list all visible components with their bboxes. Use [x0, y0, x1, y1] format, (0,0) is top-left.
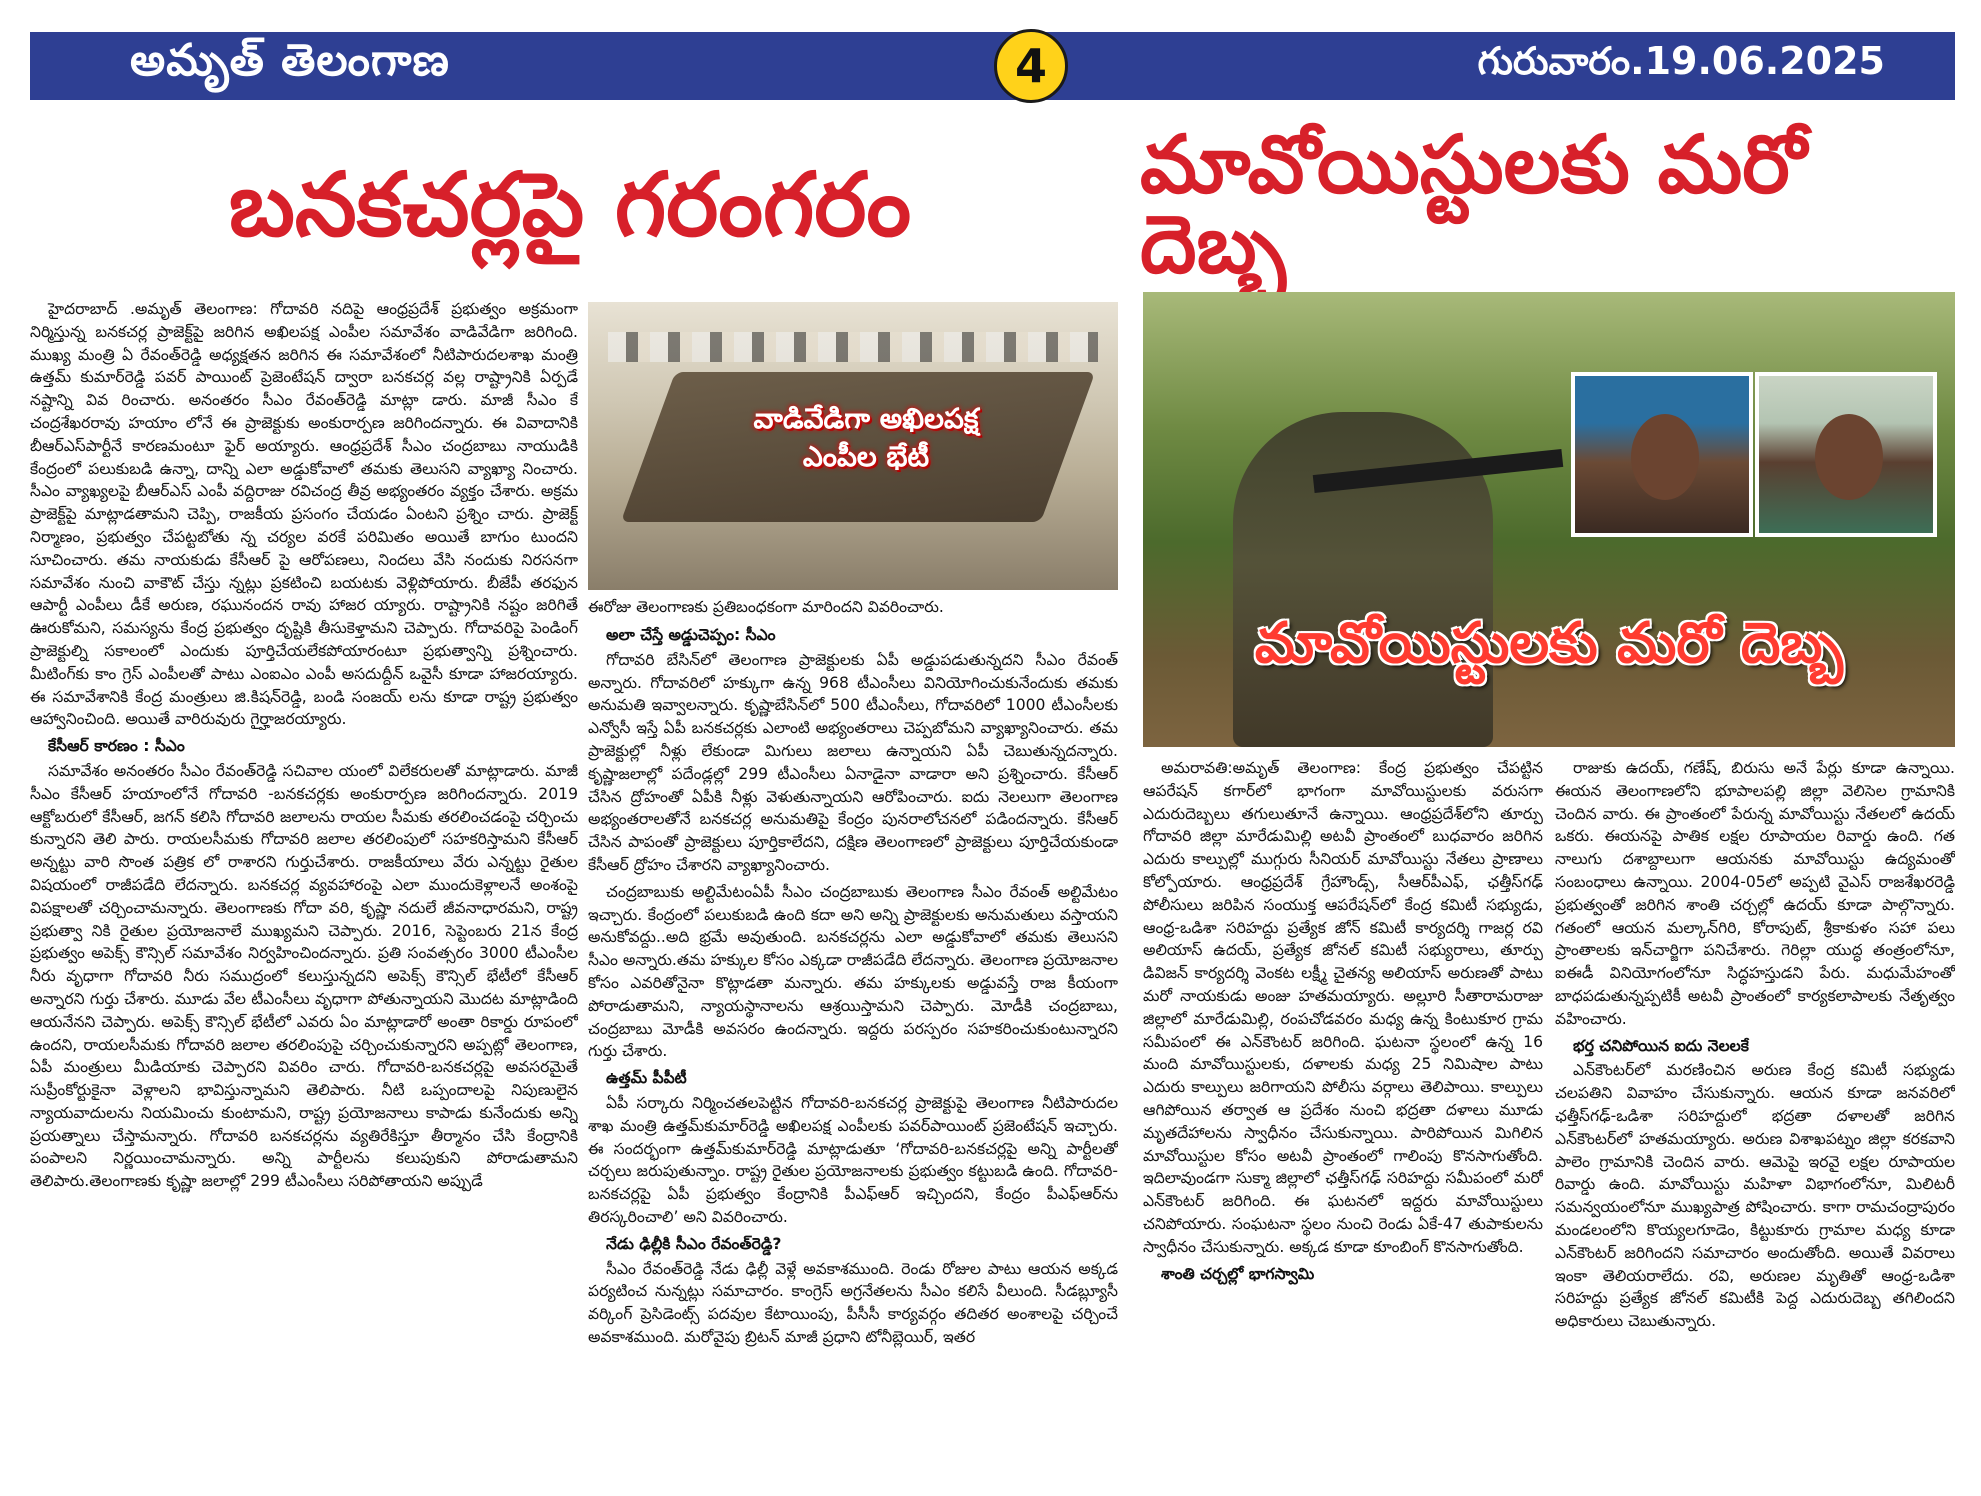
issue-date: గురువారం.19.06.2025 [1477, 39, 1885, 83]
article-left-column-2 [588, 622, 1118, 1496]
article-paragraph: ఎన్‌కౌంటర్‌లో మరణించిన అరుణ కేంద్ర కమిటీ సభ్యుడు చలపతిని వివాహం చేసుకున్నారు. ఆయన కూడా జనవరిలో ఛత్తీస్‌గఢ్-ఒడిశా సరిహద్దులో భద్రతా దళాలతో జరిగిన ఎన్‌కౌంటర్‌లో హతమయ్యారు. అరుణ విశాఖపట్నం జిల్లా కరకవాని పాలెం గ్రామానికి చెందిన వారు. ఆమెపై ఇరవై లక్షల రూపాయల రివార్డు ఉంది. మావోయిస్టు మహిళా విభాగంలోనూ, మిలిటరీ సమన్వయంలోనూ ముఖ్యపాత్ర పోషించారు. కాగా రామచంద్రాపురం మండలంలోని కొయ్యలగూడెం, కిట్టుకూరు గ్రామాల మధ్య కూడా ఎన్‌కౌంటర్ జరిగిందని సమాచారం అందుతోంది. అయితే వివరాలు ఇంకా తెలియరాలేదు. రవి, అరుణల మృతితో ఆంధ్ర-ఒడిశా సరిహద్దు ప్రత్యేక జోనల్ కమిటీకి పెద్ద ఎదురుదెబ్బ తగిలిందని అధికారులు చెబుతున్నారు. [1555, 1061, 1955, 1331]
article-subheading: అలా చేస్తే అడ్డుచెప్పం: సీఎం [606, 626, 776, 644]
meeting-photo-caption: వాడివేడిగా అఖిలపక్ష ఎంపీల భేటీ [753, 402, 979, 473]
article-right-column-1 [1143, 757, 1543, 1496]
portrait-man [1571, 372, 1753, 537]
article-paragraph: సీఎం రేవంత్‌రెడ్డి నేడు ఢిల్లీ వెళ్లే అవకాశముంది. రెండు రోజుల పాటు ఆయన అక్కడ పర్యటించ నున్నట్లు సమాచారం. కాంగ్రెస్ అగ్రనేతలను సీఎం కలిసే వీలుంది. సీడబ్ల్యూసీ వర్కింగ్ ప్రెసిడెంట్స్ పదవుల కేటాయింపు, పీసీసీ కార్యవర్గం తదితర అంశాలపై చర్చించే అవకాశముంది. మరోవైపు బ్రిటన్ మాజీ ప్రధాని టోనీబ్లెయిర్, ఇతర [588, 1259, 1118, 1346]
article-subheading: కేసీఆర్ కారణం : సీఎం [48, 737, 185, 756]
article-subheading: శాంతి చర్చల్లో భాగస్వామి [1161, 1264, 1315, 1283]
article-paragraph: ఏపీ సర్కారు నిర్మించతలపెట్టిన గోదావరి-బనకచర్ల ప్రాజెక్టుపై తెలంగాణ నీటిపారుదల శాఖ మంత్రి ఉత్తమ్‌కుమార్‌రెడ్డి అఖిలపక్ష ఎంపీలకు పవర్‌పాయింట్ ప్రజెంటేషన్ ఇచ్చారు. ఈ సందర్భంగా ఉత్తమ్‌కుమార్‌రెడ్డి మాట్లాడుతూ ‘గోదావరి-బనకచర్లపై అన్ని పార్టీలతో చర్చలు జరుపుతున్నాం. రాష్ట్ర రైతుల ప్రయోజనాలకు ప్రభుత్వం కట్టుబడి ఉంది. గోదావరి-బనకచర్లపై ఏపీ ప్రభుత్వం కేంద్రానికి పీఎఫ్ఆర్ ఇచ్చిందని, కేంద్రం పీఎఫ్ఆర్‌ను తిరస్కరించాలి’ అని వివరించారు. [588, 1093, 1118, 1226]
article-paragraph: రాజుకు ఉదయ్, గణేష్, బిరుసు అనే పేర్లు కూడా ఉన్నాయి. ఈయన తెలంగాణలోని భూపాలపల్లి జిల్లా వెలిసెల గ్రామానికి చెందిన వారు. ఈ ప్రాంతంలో పేరున్న మావోయిస్టు నేతలలో ఉదయ్ ఒకరు. ఈయనపై పాతిక లక్షల రూపాయల రివార్డు ఉంది. గత నాలుగు దశాబ్దాలుగా ఆయనకు మావోయిస్టు ఉద్యమంతో సంబంధాలు ఉన్నాయి. 2004-05లో అప్పటి వైఎస్ రాజశేఖరరెడ్డి ప్రభుత్వంతో జరిగిన శాంతి చర్చల్లో ఉదయ్ కూడా పాల్గొన్నారు. గతంలో ఆయన మల్కాన్‌గిరి, కోరాపుట్, శ్రీకాకుళం సహా పలు ప్రాంతాలకు ఇన్‌చార్జిగా పనిచేశారు. గెరిల్లా యుద్ధ తంత్రంలోనూ, ఐఈడీ వినియోగంలోనూ సిద్ధహస్తుడని పేరు. మధుమేహంతో బాధపడుతున్నప్పటికీ అటవీ ప్రాంతంలో కార్యకలాపాలకు నేతృత్వం వహించారు. [1555, 759, 1955, 1028]
forest-photo-caption: మావోయిస్టులకు మరో దెబ్బ [1254, 611, 1844, 676]
article-subheading: భర్త చనిపోయిన ఐదు నెలలకే [1573, 1036, 1749, 1055]
photo-people-row [608, 332, 1098, 362]
portrait-woman-face [1815, 414, 1883, 500]
article-left-column-1 [30, 298, 578, 1496]
article-subheading: ఉత్తమ్ పీపీటీ [606, 1069, 687, 1088]
portrait-woman [1755, 372, 1937, 537]
headline-right: మావోయిస్టులకు మరో దెబ్బ [1140, 118, 1807, 291]
article-paragraph: అమరావతి:అమృత్ తెలంగాణ: కేంద్ర ప్రభుత్వం చేపట్టిన ఆపరేషన్ కగార్‌లో భాగంగా మావోయిస్టులకు వరుసగా ఎదురుదెబ్బలు తగులుతూనే ఉన్నాయి. ఆంధ్రప్రదేశ్‌లోని తూర్పు గోదావరి జిల్లా మారేడుమిల్లి అటవీ ప్రాంతంలో బుధవారం జరిగిన ఎదురు కాల్పుల్లో ముగ్గురు సీనియర్ మావోయిస్టు నేతలు ప్రాణాలు కోల్పోయారు. ఆంధ్రప్రదేశ్ గ్రేహౌండ్స్, సీఆర్‌పీఎఫ్, ఛత్తీస్‌గఢ్ పోలీసులు జరిపిన సంయుక్త ఆపరేషన్‌లో కేంద్ర కమిటీ సభ్యుడు, ఆంధ్ర-ఒడిశా సరిహద్దు ప్రత్యేక జోన్ కమిటీ కార్యదర్శి గాజర్ల రవి అలియాస్ ఉదయ్, ప్రత్యేక జోనల్ కమిటీ సభ్యురాలు, తూర్పు డివిజన్ కార్యదర్శి వెంకట లక్ష్మీ చైతన్య అలియాస్ అరుణతో పాటు మరో నాయకుడు అంజు హతమయ్యారు. అల్లూరి సీతారామరాజు జిల్లాలో మారేడుమిల్లి, రంపచోడవరం మధ్య ఉన్న కింటుకూర గ్రామ సమీపంలో ఈ ఎన్‌కౌంటర్ జరిగింది. ఘటనా స్థలంలో ఉన్న 16 మంది మావోయిస్టులకు, దళాలకు మధ్య 25 నిమిషాల పాటు ఎదురు కాల్పులు జరిగాయని పోలీసు వర్గాలు తెలిపాయి. కాల్పులు ఆగిపోయిన తర్వాత ఆ ప్రదేశం నుంచి భద్రతా దళాలు మూడు మృతదేహాలను స్వాధీనం చేసుకున్నాయి. పారిపోయిన మిగిలిన మావోయిస్టుల కోసం అటవీ ప్రాంతంలో గాలింపు కొనసాగుతోంది. ఇదిలావుండగా సుక్మా జిల్లాలో ఛత్తీస్‌గఢ్ సరిహద్దు సమీపంలో మరో ఎన్‌కౌంటర్ జరిగింది. ఈ ఘటనలో ఇద్దరు మావోయిస్టులు చనిపోయారు. సంఘటనా స్థలం నుంచి రెండు ఏకే-47 తుపాకులను స్వాధీనం చేసుకున్నారు. అక్కడ కూడా కూంబింగ్ కొనసాగుతోంది. [1143, 759, 1543, 1256]
article-subheading: నేడు ఢిల్లీకి సీఎం రేవంత్‌రెడ్డి? [606, 1234, 782, 1253]
meeting-photo [588, 302, 1118, 590]
meeting-photo-note: ఈరోజు తెలంగాణకు ప్రతిబంధకంగా మారిందని వివరించారు. [588, 598, 944, 616]
portrait-man-face [1631, 414, 1699, 500]
article-paragraph: హైదరాబాద్ .అమృత్ తెలంగాణ: గోదావరి నదిపై ఆంధ్రప్రదేశ్ ప్రభుత్వం అక్రమంగా నిర్మిస్తున్న బనకచర్ల ప్రాజెక్ట్‌పై జరిగిన అఖిలపక్ష ఎంపీల సమావేశం వాడివేడిగా జరిగింది. ముఖ్య మంత్రి ఏ రేవంత్‌రెడ్డి అధ్యక్షతన జరిగిన ఈ సమావేశంలో నీటిపారుదలశాఖ మంత్రి ఉత్తమ్ కుమార్‌రెడ్డి పవర్ పాయింట్ ప్రెజెంటేషన్ ద్వారా బనకచర్ల వల్ల రాష్ట్రానికి ఏర్పడే నష్టాన్ని వివ రించారు. అనంతరం సీఎం రేవంత్‌రెడ్డి మాట్లా డారు. మాజీ సీఎం కే చంద్రశేఖరరావు హయాం లోనే ఈ ప్రాజెక్టుకు అంకురార్పణ జరిగిందన్నారు. ఈ వివాదానికి బీఆర్ఎస్‌పార్టీనే కారణమంటూ ఫైర్ అయ్యారు. ఆంధ్రప్రదేశ్ సీఎం చంద్రబాబు నాయుడికి కేంద్రంలో పలుకుబడి ఉన్నా, దాన్ని ఎలా అడ్డుకోవాలో తమకు తెలుసని వ్యాఖ్యా నించారు. సీఎం వ్యాఖ్యలపై బీఆర్ఎస్ ఎంపీ వద్దిరాజు రవిచంద్ర తీవ్ర అభ్యంతరం వ్యక్తం చేశారు. అక్రమ ప్రాజెక్ట్‌పై మాట్లాడతామని చెప్పి, రాజకీయ ప్రసంగం చేయడం ఏంటని ప్రశ్నిం చారు. ప్రాజెక్ట్ నిర్మాణం, ప్రభుత్వం చేపట్టబోతు న్న చర్యల వరకే పరిమితం అయితే బాగుం టుందని సూచించారు. తమ నాయకుడు కేసీఆర్ పై ఆరోపణలు, నిందలు వేసి నందుకు నిరసనగా సమావేశం నుంచి వాకౌట్ చేస్తు న్నట్లు ప్రకటించి బయటకు వెళ్లిపోయారు. బీజేపీ తరఫున ఆపార్టీ ఎంపీలు డీకే అరుణ, రఘునందన రావు హాజర య్యారు. రాష్ట్రానికి నష్టం జరిగితే ఊరుకోమని, సమస్యను కేంద్ర ప్రభుత్వం దృష్టికి తీసుకెళ్తామని చెప్పారు. గోదావరిపై పెండింగ్ ప్రాజెక్టుల్ని సకాలంలో ఎందుకు పూర్తిచేయలేకపోయారంటూ ప్రభుత్వాన్ని ప్రశ్నించారు. మీటింగ్‌కు కాం గ్రెస్ ఎంపీలతో పాటు ఎంఐఎం ఎంపీ అసదుద్దీన్ ఒవైసీ కూడా హాజరయ్యారు. ఈ సమావేశానికి కేంద్ర మంత్రులు జి.కిషన్‌రెడ్డి, బండి సంజయ్‌ లను కూడా రాష్ట్ర ప్రభుత్వం ఆహ్వానించింది. అయితే వారిరువురు గైర్హాజరయ్యారు. [30, 300, 578, 729]
article-paragraph: చంద్రబాబుకు అల్టిమేటంఏపీ సీఎం చంద్రబాబుకు తెలంగాణ సీఎం రేవంత్ అల్టిమేటం ఇచ్చారు. కేంద్రంలో పలుకుబడి ఉంది కదా అని అన్ని ప్రాజెక్టులకు అనుమతులు వస్తాయని అనుకోవద్దు..అది భ్రమే అవుతుంది. బనకచర్లను ఎలా అడ్డుకోవాలో తమకు తెలుసని సీఎం అన్నారు.తమ హక్కుల కోసం ఎక్కడా రాజీపడేది లేదన్నారు. తెలంగాణ ప్రయోజనాల కోసం ఎవరితోనైనా కొట్లాడతా మన్నారు. తమ హక్కులకు అడ్డువస్తే రాజ కీయంగా పోరాడుతామని, న్యాయస్థానాలను ఆశ్రయిస్తామని చెప్పారు. మోడీకి చంద్రబాబు, చంద్రబాబు మోడీకి అవసరం ఉందన్నారు. ఇద్దరు పరస్పరం సహకరించుకుంటున్నారని గుర్తు చేశారు. [588, 882, 1118, 1061]
newspaper-brand: అమృత్ తెలంగాణ [130, 35, 450, 86]
article-paragraph: సమావేశం అనంతరం సీఎం రేవంత్‌రెడ్డి సచివాల యంలో విలేకరులతో మాట్లాడారు. మాజీ సీఎం కేసీఆర్ హయాంలోనే గోదావరి -బనకచర్లకు అంకురార్పణ జరిగిందన్నారు. 2019 ఆక్టోబరులో కేసీఆర్, జగన్ కలిసి గోదావరి జలాలను రాయల సీమకు తరలించడంపై చర్చించు కున్నారని తెలి పారు. రాయలసీమకు గోదావరి జలాల తరలింపులో సహకరిస్తామని కేసీఆర్ అన్నట్టు వారి సొంత పత్రిక లో రాశారని గుర్తుచేశారు. రాజకీయాలు వేరు ఎన్నట్టు రైతుల విషయంలో రాజీపడేది లేదన్నారు. బనకచర్ల వ్యవహారంపై ఎలా ముందుకెళ్లాలనే అంశంపై విపక్షాలతో చర్చించామన్నారు. తెలంగాణకు గోదా వరి, కృష్ణా నదులే జీవనాధారమని, రాష్ట్ర ప్రభుత్వా నికి రైతుల ప్రయోజనాలే ముఖ్యమని చెప్పారు. 2016, సెప్టెంబరు 21న కేంద్ర ప్రభుత్వం అపెక్స్ కౌన్సిల్ సమావేశం నిర్వహించిందన్నారు. ప్రతి సంవత్సరం 3000 టీఎంసీల నీరు వృధాగా గోదావరి నీరు సముద్రంలో కలుస్తున్నదని అపెక్స్ కౌన్సిల్ భేటీలో కేసీఆర్ అన్నారని గుర్తు చేశారు. మూడు వేల టీఎంసీలు వృధాగా పోతున్నాయని మొదట మాట్లాడింది ఆయనేనని చెప్పారు. అపెక్స్ కౌన్సిల్ భేటీలో ఎవరు ఏం మాట్లాడారో అంతా రికార్డు రూపంలో ఉందని, రాయలసీమకు గోదావరి జలాల తరలింపుపై చర్చించుకున్నారని అప్పట్లో తెలంగాణ, ఏపీ మంత్రులు మీడియాకు చెప్పారని వివరిం చారు. గోదావరి-బనకచర్లపై అవసరమైతే సుప్రీంకోర్టుకైనా వెళ్లాలని భావిస్తున్నామని తెలిపారు. నీటి ఒప్పందాలపై నిపుణులైన న్యాయవాదులను నియమించు కుంటామని, రాష్ట్ర ప్రయోజనాలు కాపాడు కునేందుకు అన్ని ప్రయత్నాలు చేస్తామన్నారు. గోదావరి బనకచర్లను వ్యతిరేకిస్తూ తీర్మానం చేసి కేంద్రానికి పంపాలని నిర్ణయించామన్నారు. అన్ని పార్టీలను కలుపుకుని పోరాడుతామని తెలిపారు.తెలంగాణకు కృష్ణా జలాల్లో 299 టీఎంసీలు సరిపోతాయని అప్పుడే [30, 761, 578, 1191]
page-number-badge: 4 [994, 29, 1068, 103]
article-right-column-2 [1555, 757, 1955, 1496]
forest-photo [1143, 292, 1955, 747]
headline-left: బనకచర్లపై గరంగరం [228, 153, 912, 256]
masthead-bar [30, 32, 1955, 100]
article-paragraph: గోదావరి బేసిన్‌లో తెలంగాణ ప్రాజెక్టులకు ఏపీ అడ్డుపడుతున్నదని సీఎం రేవంత్ అన్నారు. గోదావరిలో హక్కుగా ఉన్న 968 టీఎంసీలు వినియోగించుకునేందుకు తమకు అనుమతి ఇవ్వాలన్నారు. కృష్ణాబేసిన్‌లో 500 టీఎంసీలు, గోదావరిలో 1000 టీఎంసీలకు ఎన్వోసీ ఇస్తే ఏపీ బనకచర్లకు ఎలాంటి అభ్యంతరాలు చెప్పబోమని వ్యాఖ్యానించారు. తమ ప్రాజెక్టుల్లో నీళ్లు లేకుండా మిగులు జలాలు ఉన్నాయని ఏపీ చెబుతున్నదన్నారు. కృష్ణాజలాల్లో పదేండ్లల్లో 299 టీఎంసీలు ఏనాడైనా వాడారా అని ప్రశ్నించారు. కేసీఆర్ చేసిన ద్రోహంతో ఏపీకి నీళ్లు వెళుతున్నాయని ఆరోపించారు. ఐదు నెలలుగా తెలంగాణ అభ్యంతరాలతోనే బనకచర్ల అనుమతిపై కేంద్రం పునరాలోచనలో పడిందన్నారు. కేసీఆర్ చేసిన పాపంతో ప్రాజెక్టులు పూర్తికాలేదని, దక్షిణ తెలంగాణలో ప్రాజెక్టులు పూర్తిచేయకుండా కేసీఆర్ ద్రోహం చేశారని వ్యాఖ్యానించారు. [588, 650, 1118, 874]
